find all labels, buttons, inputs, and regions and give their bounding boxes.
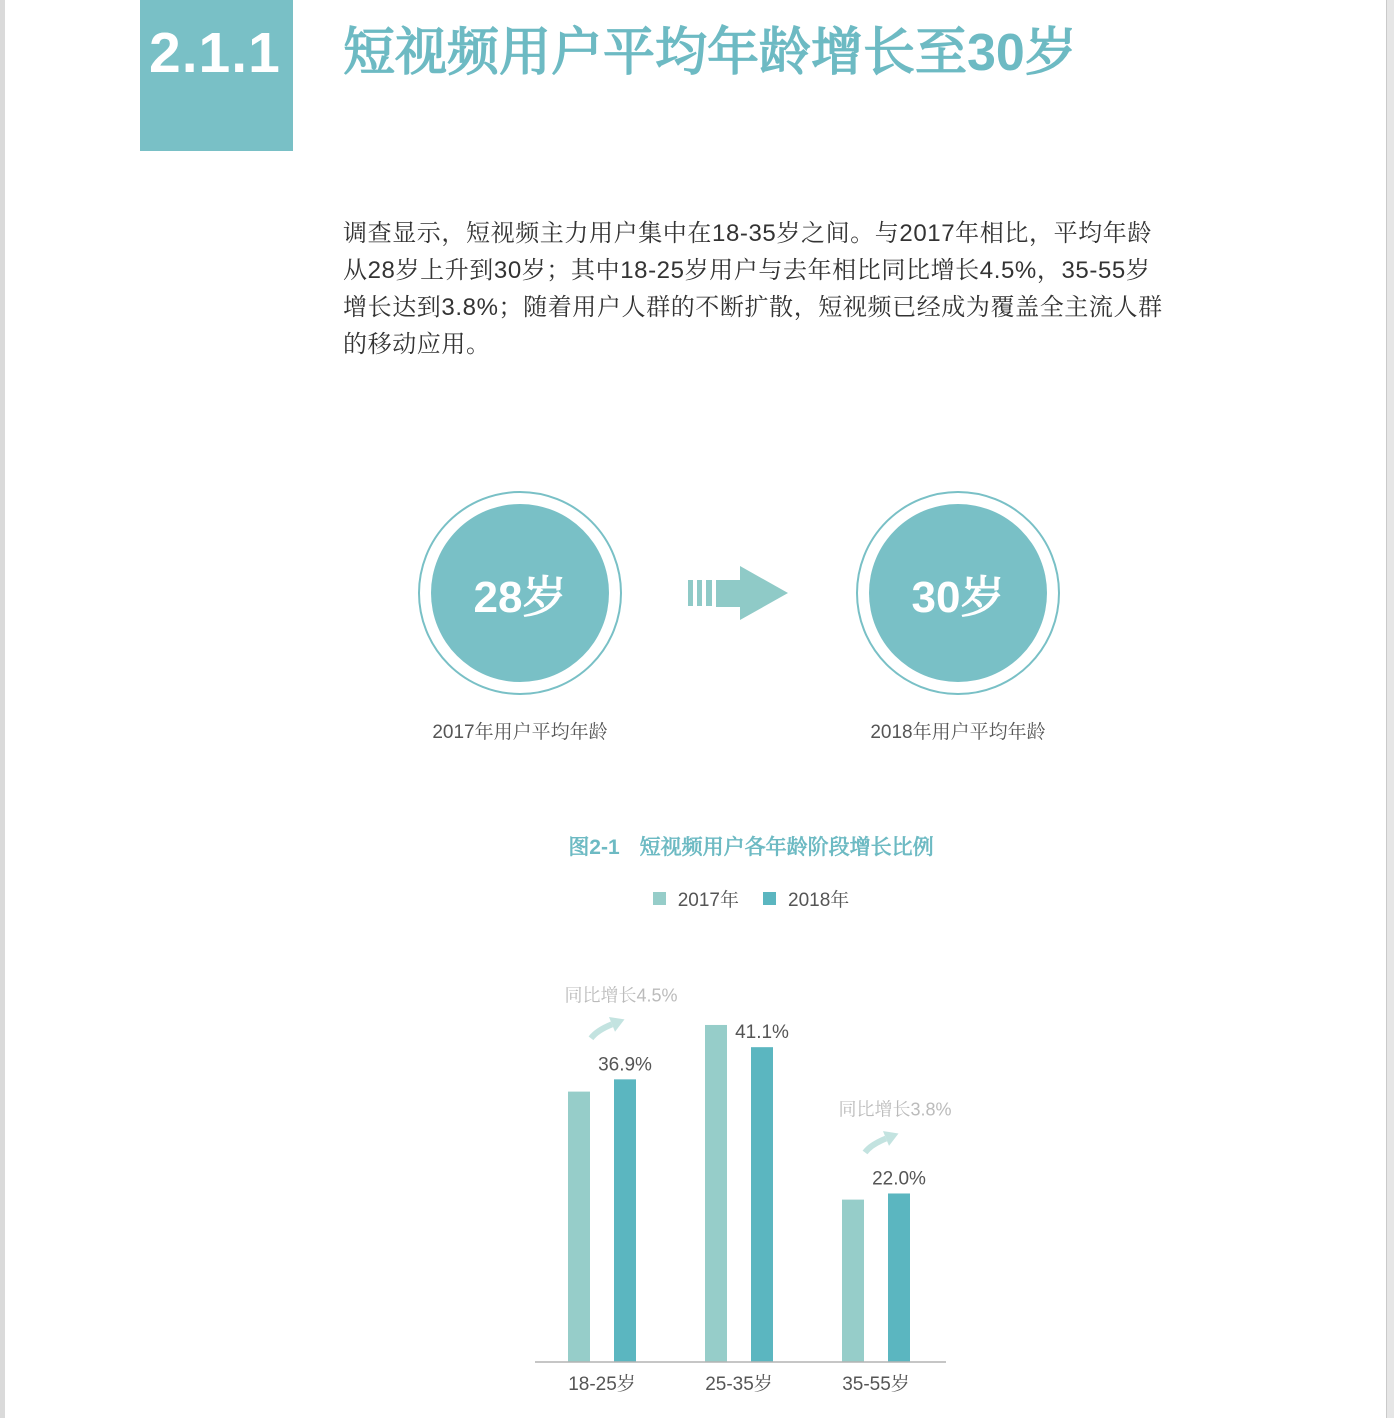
data-label-series-1-category-0: 36.9% bbox=[598, 1054, 652, 1076]
data-label-series-1-category-1: 41.1% bbox=[735, 1022, 789, 1044]
growth-annotation-1: 同比增长3.8% bbox=[838, 1099, 952, 1120]
legend-item-series-1 bbox=[763, 885, 849, 912]
x-tick-label-1: 25-35岁 bbox=[705, 1374, 773, 1395]
legend-swatch bbox=[763, 892, 776, 905]
intro-paragraph bbox=[343, 215, 1163, 363]
section-number: 2.1.1 bbox=[149, 21, 281, 85]
bar-series-1-category-2 bbox=[888, 1193, 910, 1362]
arrow-bar bbox=[688, 580, 693, 606]
bar-series-0-category-0 bbox=[568, 1092, 590, 1362]
right-arrow-icon bbox=[684, 562, 792, 624]
avg-age-2017-disc bbox=[431, 504, 609, 682]
figure-title: 短视频用户各年龄阶段增长比例 bbox=[639, 836, 934, 859]
age-growth-bar-chart bbox=[500, 960, 980, 1410]
legend-label: 2017年 bbox=[677, 889, 739, 911]
intro-line: 从28岁上升到30岁；其中18-25岁用户与去年相比同比增长4.5%，35-55岁 bbox=[343, 257, 1151, 284]
trend-arrow-shaft bbox=[591, 1024, 612, 1038]
trend-up-arrow-icon bbox=[865, 1131, 899, 1152]
intro-line: 的移动应用。 bbox=[343, 331, 491, 358]
trend-arrow-shaft bbox=[865, 1138, 886, 1152]
avg-age-2018-value: 30岁 bbox=[911, 573, 1005, 622]
arrow-bar bbox=[697, 580, 702, 606]
chart-legend bbox=[551, 886, 951, 910]
legend-swatch bbox=[653, 892, 666, 905]
arrow-shaft bbox=[716, 580, 742, 607]
bar-series-0-category-2 bbox=[842, 1200, 864, 1362]
arrow-bar bbox=[706, 580, 712, 606]
data-label-series-1-category-2: 22.0% bbox=[872, 1168, 926, 1190]
chart-title bbox=[501, 834, 1001, 862]
intro-line: 增长达到3.8%；随着用户人群的不断扩散，短视频已经成为覆盖全主流人群 bbox=[343, 294, 1163, 321]
x-tick-label-2: 35-55岁 bbox=[842, 1374, 910, 1395]
bar-series-1-category-1 bbox=[751, 1047, 773, 1362]
bar-series-1-category-0 bbox=[614, 1079, 636, 1362]
viewer-edge-right bbox=[1386, 0, 1394, 1418]
section-title: 短视频用户平均年龄增长至30岁 bbox=[343, 24, 1077, 82]
arrow-head bbox=[740, 566, 788, 620]
legend-label: 2018年 bbox=[788, 889, 850, 911]
viewer-edge-left bbox=[0, 0, 5, 1418]
figure-label: 图2-1 bbox=[568, 836, 620, 859]
x-tick-label-0: 18-25岁 bbox=[568, 1374, 636, 1395]
avg-age-2018-disc bbox=[869, 504, 1047, 682]
avg-age-2018-label: 2018年用户平均年龄 bbox=[870, 722, 1046, 743]
avg-age-2017-label: 2017年用户平均年龄 bbox=[432, 722, 608, 743]
legend-item-series-0 bbox=[653, 885, 739, 912]
growth-annotation-0: 同比增长4.5% bbox=[564, 985, 678, 1006]
intro-line: 调查显示，短视频主力用户集中在18-35岁之间。与2017年相比，平均年龄 bbox=[343, 220, 1152, 247]
bar-series-0-category-1 bbox=[705, 1025, 727, 1362]
avg-age-2017-value: 28岁 bbox=[473, 573, 567, 622]
trend-up-arrow-icon bbox=[591, 1017, 625, 1038]
